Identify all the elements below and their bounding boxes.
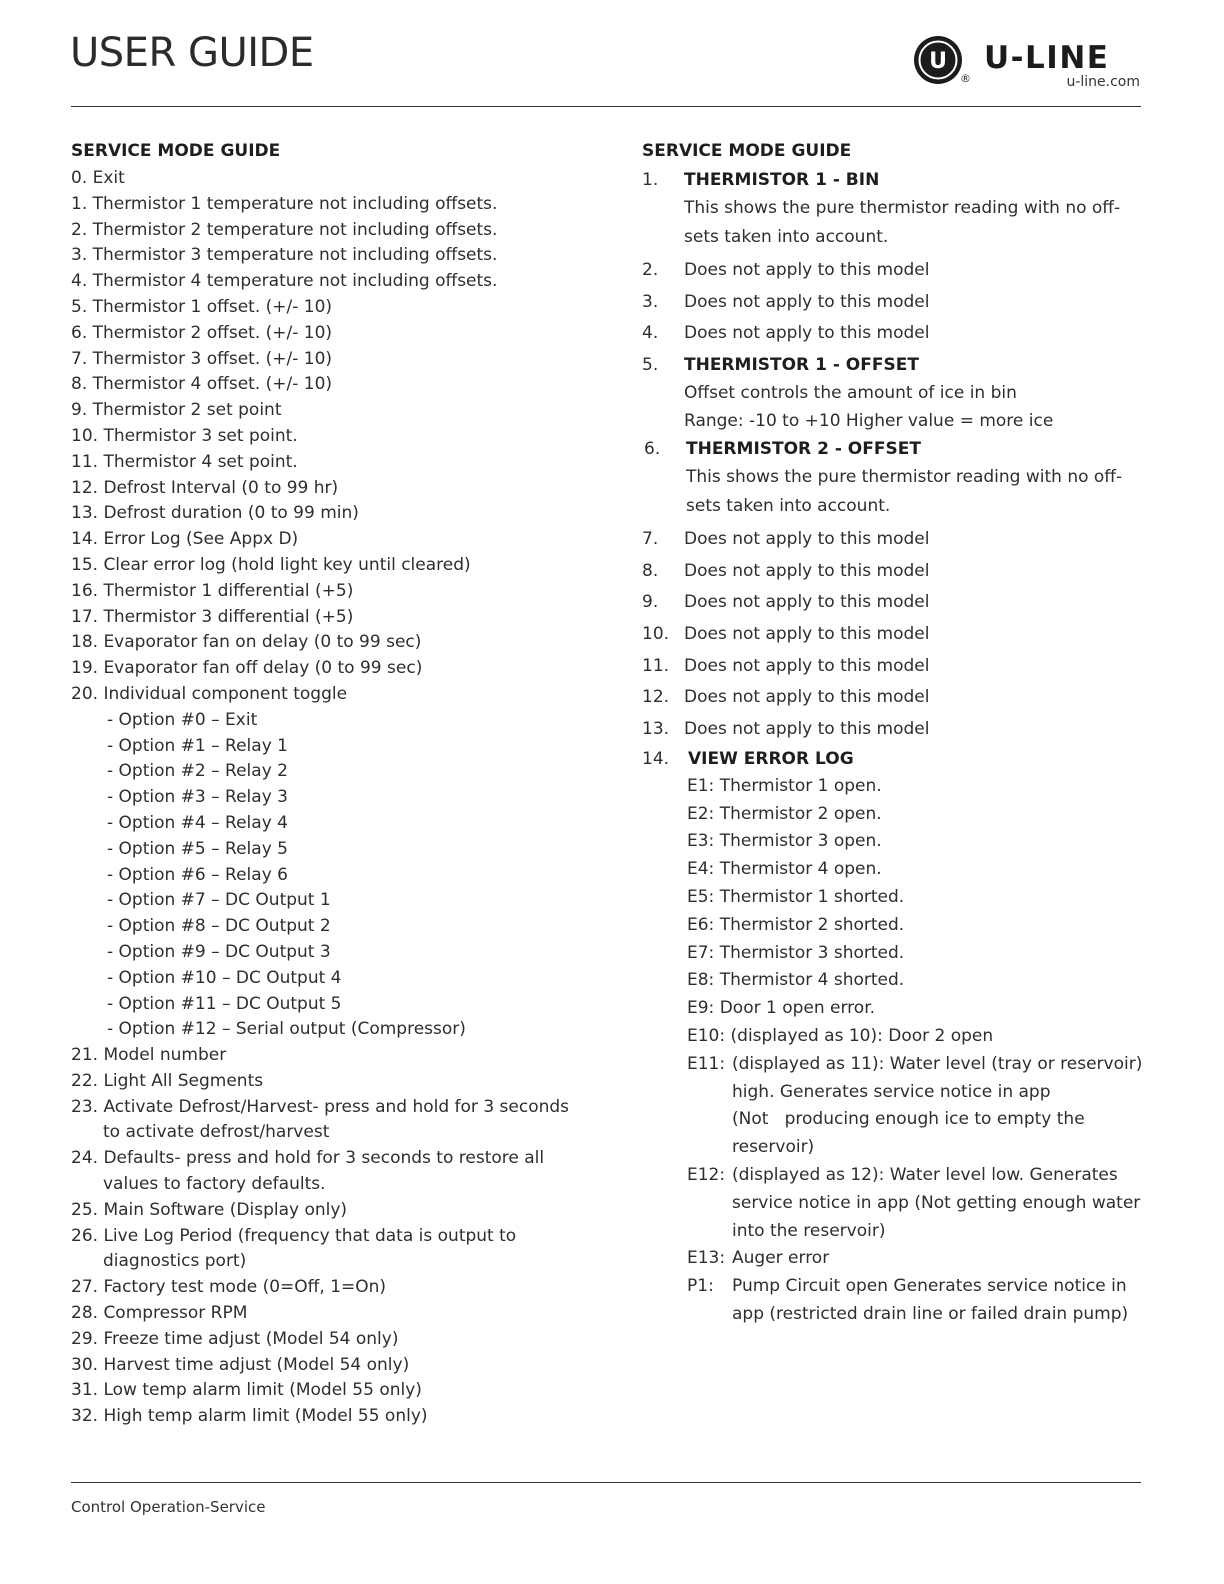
item-description: sets taken into account. xyxy=(684,227,889,247)
list-item: 22. Light All Segments xyxy=(71,1070,264,1091)
error-text: Thermistor 2 shorted. xyxy=(719,914,905,935)
list-item: 1. Thermistor 1 temperature not including offsets. xyxy=(71,193,498,214)
error-code: E8: xyxy=(687,970,715,991)
error-entry xyxy=(687,801,1152,829)
item-number: 1. xyxy=(642,170,659,190)
error-entry xyxy=(687,1273,1152,1329)
option-item: - Option #11 – DC Output 5 xyxy=(107,993,342,1014)
list-item: 13. Defrost duration (0 to 99 min) xyxy=(71,503,359,524)
item-text: Does not apply to this model xyxy=(684,655,930,676)
thermistor-2-offset xyxy=(642,435,1152,521)
error-entry xyxy=(687,995,1152,1023)
list-item: 0. Exit xyxy=(71,168,125,188)
list-item xyxy=(642,650,1152,682)
item-number: 12. xyxy=(642,687,670,708)
error-code: E12: xyxy=(687,1165,726,1186)
item-number: 5. xyxy=(642,355,659,376)
right-section-title: SERVICE MODE GUIDE xyxy=(642,141,852,161)
error-code: E9: xyxy=(687,998,715,1019)
error-code: E13: xyxy=(687,1248,726,1269)
error-text: Thermistor 2 open. xyxy=(719,803,882,824)
list-item xyxy=(71,1095,611,1147)
left-column xyxy=(71,140,611,1430)
error-text: service notice in app (Not getting enough water xyxy=(732,1192,1141,1213)
error-text: Thermistor 1 open. xyxy=(719,775,882,796)
u-line-logo-icon xyxy=(912,34,964,86)
list-item-continuation: values to factory defaults. xyxy=(103,1174,326,1195)
list-item xyxy=(642,682,1152,714)
item-number: 9. xyxy=(642,592,659,613)
list-item-continuation: diagnostics port) xyxy=(103,1251,247,1272)
option-item: - Option #12 – Serial output (Compressor) xyxy=(107,1019,466,1040)
error-entry xyxy=(687,1162,1152,1245)
error-text: app (restricted drain line or failed drain pump) xyxy=(732,1304,1129,1325)
list-item xyxy=(71,1224,611,1276)
logo-mark-letter: U xyxy=(929,49,947,74)
list-item: 15. Clear error log (hold light key until cleared) xyxy=(71,554,471,575)
error-text: reservoir) xyxy=(732,1137,815,1158)
item-heading: THERMISTOR 2 - OFFSET xyxy=(686,439,921,460)
list-item: 19. Evaporator fan off delay (0 to 99 sec) xyxy=(71,658,423,679)
item-text: Does not apply to this model xyxy=(684,560,930,581)
item-description: sets taken into account. xyxy=(686,496,891,517)
option-item: - Option #7 – DC Output 1 xyxy=(107,890,331,911)
service-mode-list xyxy=(71,166,611,1430)
page-title: USER GUIDE xyxy=(70,30,314,76)
item-text: Does not apply to this model xyxy=(684,623,930,644)
option-item: - Option #8 – DC Output 2 xyxy=(107,916,331,937)
brand-logo xyxy=(912,34,1142,94)
list-item xyxy=(642,713,1152,745)
item-number: 2. xyxy=(642,259,659,280)
item-description: This shows the pure thermistor reading with no off- xyxy=(686,467,1123,488)
error-code: E1: xyxy=(687,775,715,796)
list-item xyxy=(642,317,1152,349)
item-text: Does not apply to this model xyxy=(684,259,930,280)
list-item: 21. Model number xyxy=(71,1045,227,1066)
list-item: 4. Thermistor 4 temperature not including offsets. xyxy=(71,271,498,292)
item-description: This shows the pure thermistor reading with no off- xyxy=(684,198,1121,218)
item-number: 3. xyxy=(642,291,659,312)
item-description: Offset controls the amount of ice in bin xyxy=(684,383,1017,404)
error-text: (displayed as 10): Door 2 open xyxy=(730,1026,994,1047)
item-text: Does not apply to this model xyxy=(684,592,930,613)
error-code: E2: xyxy=(687,803,715,824)
error-text: (displayed as 11): Water level (tray or reservoir) xyxy=(732,1053,1143,1074)
error-entry xyxy=(687,1023,1152,1051)
list-item xyxy=(642,586,1152,618)
list-item-line: 24. Defaults- press and hold for 3 seconds to restore all xyxy=(71,1148,545,1169)
item-text: Does not apply to this model xyxy=(684,687,930,708)
list-item: 14. Error Log (See Appx D) xyxy=(71,529,299,550)
error-code: E5: xyxy=(687,887,715,908)
error-entry xyxy=(687,856,1152,884)
error-entry xyxy=(687,1051,1152,1162)
list-item-line: 26. Live Log Period (frequency that data is output to xyxy=(71,1225,517,1246)
right-column xyxy=(642,140,1152,1329)
footer-section-label: Control Operation-Service xyxy=(71,1498,266,1516)
list-item-line: 23. Activate Defrost/Harvest- press and hold for 3 seconds xyxy=(71,1096,570,1117)
error-entry xyxy=(687,1245,1152,1273)
brand-wordmark: U-LINE xyxy=(984,40,1110,76)
not-applicable-group xyxy=(642,254,1152,349)
item-number: 6. xyxy=(644,439,661,460)
error-text: Thermistor 4 open. xyxy=(719,859,882,880)
list-item: 18. Evaporator fan on delay (0 to 99 sec) xyxy=(71,632,422,653)
thermistor-1-offset xyxy=(642,351,1152,435)
error-text: (displayed as 12): Water level low. Generates xyxy=(732,1165,1118,1186)
list-item: 2. Thermistor 2 temperature not including offsets. xyxy=(71,219,498,240)
option-item: - Option #0 – Exit xyxy=(107,709,258,730)
error-entry xyxy=(687,884,1152,912)
list-item: 25. Main Software (Display only) xyxy=(71,1199,348,1220)
view-error-log xyxy=(642,745,1152,1329)
item-heading: THERMISTOR 1 - OFFSET xyxy=(684,355,919,376)
left-section-title: SERVICE MODE GUIDE xyxy=(71,141,281,161)
error-code: E6: xyxy=(687,914,715,935)
not-applicable-group xyxy=(642,523,1152,745)
error-text: Thermistor 3 open. xyxy=(719,831,882,852)
error-code: P1: xyxy=(687,1276,714,1297)
error-entry xyxy=(687,912,1152,940)
header-divider xyxy=(71,106,1141,107)
option-item: - Option #10 – DC Output 4 xyxy=(107,967,342,988)
list-item: 5. Thermistor 1 offset. (+/- 10) xyxy=(71,296,333,317)
registered-mark: ® xyxy=(960,72,971,85)
error-entry xyxy=(687,967,1152,995)
list-item xyxy=(642,618,1152,650)
list-item: 20. Individual component toggle xyxy=(71,683,348,704)
item-heading: THERMISTOR 1 - BIN xyxy=(684,170,880,190)
item-number: 14. xyxy=(642,748,670,769)
list-item xyxy=(71,1146,611,1198)
error-code-list xyxy=(642,773,1152,1329)
error-text: Auger error xyxy=(732,1248,830,1269)
list-item: 11. Thermistor 4 set point. xyxy=(71,451,298,472)
option-item: - Option #3 – Relay 3 xyxy=(107,787,288,808)
option-item: - Option #4 – Relay 4 xyxy=(107,812,288,833)
error-text: (Not producing enough ice to empty the xyxy=(732,1109,1085,1130)
list-item: 31. Low temp alarm limit (Model 55 only) xyxy=(71,1380,422,1401)
list-item: 9. Thermistor 2 set point xyxy=(71,400,282,421)
list-item xyxy=(642,254,1152,286)
list-item: 30. Harvest time adjust (Model 54 only) xyxy=(71,1354,410,1375)
list-item: 29. Freeze time adjust (Model 54 only) xyxy=(71,1328,399,1349)
item-text: Does not apply to this model xyxy=(684,291,930,312)
brand-url: u-line.com xyxy=(1066,74,1140,90)
list-item: 27. Factory test mode (0=Off, 1=On) xyxy=(71,1277,387,1298)
item-text: Does not apply to this model xyxy=(684,719,930,740)
error-entry xyxy=(687,940,1152,968)
error-text: into the reservoir) xyxy=(732,1220,886,1241)
list-item: 17. Thermistor 3 differential (+5) xyxy=(71,606,354,627)
list-item: 10. Thermistor 3 set point. xyxy=(71,425,298,446)
list-item: 28. Compressor RPM xyxy=(71,1303,248,1324)
list-item: 7. Thermistor 3 offset. (+/- 10) xyxy=(71,348,333,369)
item-number: 11. xyxy=(642,655,670,676)
list-item: 8. Thermistor 4 offset. (+/- 10) xyxy=(71,374,333,395)
error-code: E3: xyxy=(687,831,715,852)
list-item: 12. Defrost Interval (0 to 99 hr) xyxy=(71,477,339,498)
item-text: Does not apply to this model xyxy=(684,323,930,344)
error-text: Thermistor 4 shorted. xyxy=(719,970,905,991)
list-item xyxy=(642,523,1152,555)
error-entry xyxy=(687,773,1152,801)
list-item-continuation: to activate defrost/harvest xyxy=(103,1122,330,1143)
error-text: high. Generates service notice in app xyxy=(732,1081,1051,1102)
thermistor-1-bin xyxy=(642,166,1152,252)
item-heading: VIEW ERROR LOG xyxy=(688,748,854,769)
list-item: 6. Thermistor 2 offset. (+/- 10) xyxy=(71,322,333,343)
list-item: 3. Thermistor 3 temperature not including offsets. xyxy=(71,245,498,266)
option-item: - Option #9 – DC Output 3 xyxy=(107,941,331,962)
error-code: E10: xyxy=(687,1026,726,1047)
item-number: 7. xyxy=(642,528,659,549)
item-number: 8. xyxy=(642,560,659,581)
option-item: - Option #1 – Relay 1 xyxy=(107,735,288,756)
error-code: E11: xyxy=(687,1053,726,1074)
error-code: E4: xyxy=(687,859,715,880)
list-item: 32. High temp alarm limit (Model 55 only) xyxy=(71,1406,428,1427)
item-text: Does not apply to this model xyxy=(684,528,930,549)
option-item: - Option #6 – Relay 6 xyxy=(107,864,288,885)
error-entry xyxy=(687,828,1152,856)
list-item: 16. Thermistor 1 differential (+5) xyxy=(71,580,354,601)
list-item xyxy=(642,555,1152,587)
option-item: - Option #2 – Relay 2 xyxy=(107,761,288,782)
error-text: Thermistor 3 shorted. xyxy=(719,942,905,963)
error-text: Thermistor 1 shorted. xyxy=(719,887,905,908)
item-description: Range: -10 to +10 Higher value = more ice xyxy=(684,411,1054,432)
item-number: 4. xyxy=(642,323,659,344)
error-text: Door 1 open error. xyxy=(719,998,876,1019)
footer-divider xyxy=(71,1482,1141,1483)
error-text: Pump Circuit open Generates service notice in xyxy=(732,1276,1127,1297)
error-code: E7: xyxy=(687,942,715,963)
item-number: 13. xyxy=(642,719,670,740)
list-item xyxy=(642,286,1152,318)
item-number: 10. xyxy=(642,623,670,644)
option-item: - Option #5 – Relay 5 xyxy=(107,838,288,859)
